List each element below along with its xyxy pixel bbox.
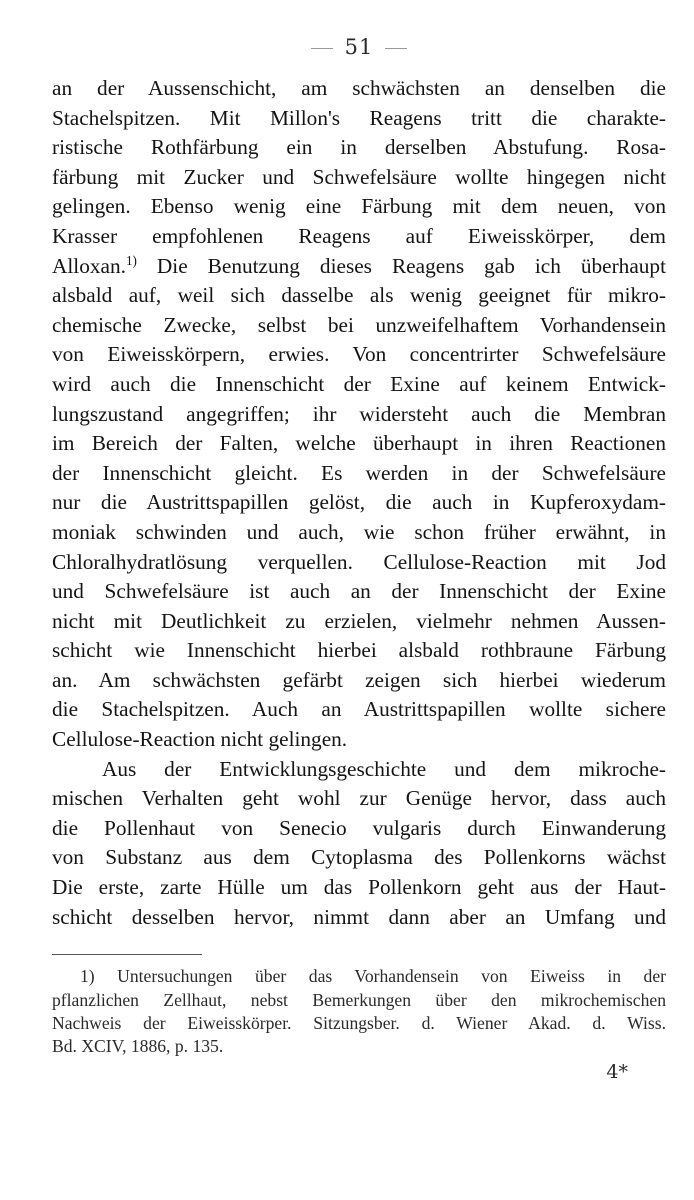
footnote-line: Nachweis der Eiweisskörper. Sitzungsber. d. Wiener Akad. d. Wiss. [52,1013,666,1033]
footnote-line: Bd. XCIV, 1886, p. 135. [52,1036,224,1057]
footnote-line: pflanzlichen Zellhaut, nebst Bemerkungen über den mikrochemischen [52,989,666,1010]
body-line: nur die Austrittspapillen gelöst, die auch in Kupferoxydam- [52,490,666,515]
body-line: gelingen. Ebenso wenig eine Färbung mit dem neuen, von [52,194,666,219]
footnote-ref: 1) [125,252,137,268]
body-line: wird auch die Innenschicht der Exine auf keinem Entwick- [52,371,666,396]
body-line: färbung mit Zucker und Schwefelsäure wollte hingegen nicht [52,164,666,189]
body-line: Cellulose-Reaction nicht gelingen. [52,727,348,752]
running-header [52,30,666,74]
book-page [52,30,666,1083]
body-line: moniak schwinden und auch, wie schon früher erwähnt, in [52,519,666,544]
body-line: die Stachelspitzen. Auch an Austrittspapillen wollte sichere [52,697,666,722]
body-line: mischen Verhalten geht wohl zur Genüge hervor, dass auch [52,786,666,811]
header-dash-right [385,48,407,49]
header-dash-left [311,48,333,49]
body-line: alsbald auf, weil sich dasselbe als wenig geeignet für mikro- [52,283,666,308]
body-line: Chloralhydratlösung verquellen. Cellulose-Reaction mit Jod [52,549,666,574]
body-line: ristische Rothfärbung ein in derselben Abstufung. Rosa- [52,135,666,160]
body-line: Aus der Entwicklungsgeschichte und dem mikroche- [102,756,666,781]
body-line: von Eiweisskörpern, erwies. Von concentrirter Schwefelsäure [52,342,666,367]
footnote-rule [52,954,202,955]
body-line: Krasser empfohlenen Reagens auf Eiweisskörper, dem [52,223,666,248]
body-line: Alloxan.$^{1)}$ Die Benutzung dieses Reagens gab ich überhaupt [52,252,666,278]
body-line: der Innenschicht gleicht. Es werden in der Schwefelsäure [52,460,666,485]
body-line: Stachelspitzen. Mit Millon's Reagens tritt die charakte- [52,105,666,130]
signature-mark: 4* [606,1060,628,1083]
body-line: schicht desselben hervor, nimmt dann aber an Umfang und [52,904,666,929]
body-line: chemische Zwecke, selbst bei unzweifelhaftem Vorhandensein [52,312,666,337]
body-line: im Bereich der Falten, welche überhaupt in ihren Reactionen [52,431,666,456]
page-number: 51 [344,35,374,59]
body-line: die Pollenhaut von Senecio vulgaris durch Einwanderung [52,815,666,840]
body-line: an. Am schwächsten gefärbt zeigen sich hierbei wiederum [52,667,666,692]
body-line: an der Aussenschicht, am schwächsten an denselben die [52,76,666,100]
body-line: schicht wie Innenschicht hierbei alsbald rothbraune Färbung [52,638,666,663]
body-line: nicht mit Deutlichkeit zu erzielen, vielmehr nehmen Aussen- [52,608,666,633]
footnote-line: 1) Untersuchungen über das Vorhandensein von Eiweiss in der [80,966,666,987]
body-text [52,74,666,932]
body-line: lungszustand angegriffen; ihr widersteht auch die Membran [52,401,666,426]
footnotes [52,965,666,1059]
body-line: von Substanz aus dem Cytoplasma des Pollenkorns wächst [52,845,666,870]
body-line: und Schwefelsäure ist auch an der Innenschicht der Exine [52,579,666,604]
body-line: Die erste, zarte Hülle um das Pollenkorn geht aus der Haut- [52,875,666,900]
